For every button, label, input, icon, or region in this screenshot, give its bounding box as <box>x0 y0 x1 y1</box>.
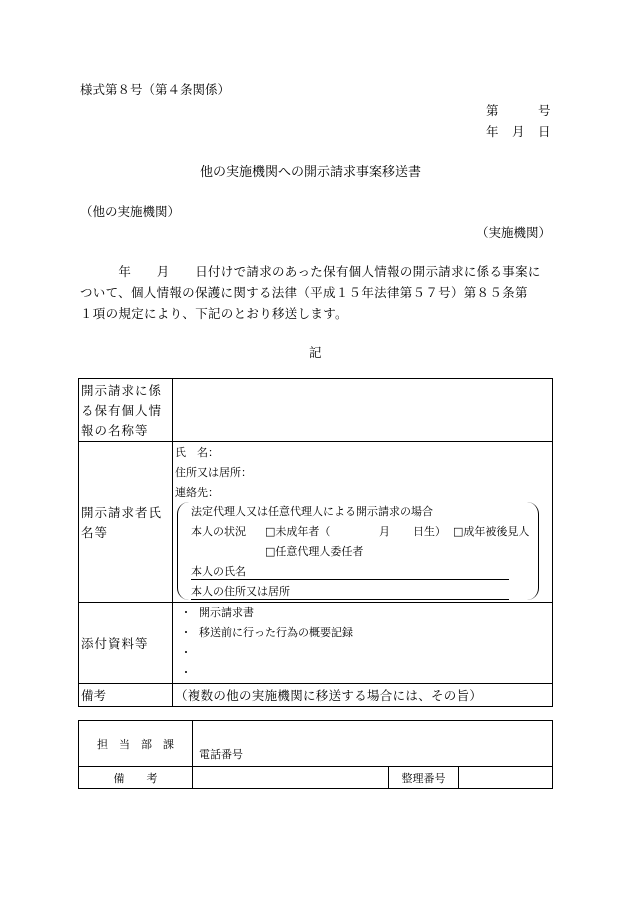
ki-heading: 記 <box>309 345 322 360</box>
attachment-item <box>173 643 552 663</box>
body-line: ついて、個人情報の保護に関する法律（平成１５年法律第５７号）第８５条第 <box>80 285 528 300</box>
birth-day: 日生） <box>413 525 446 538</box>
table-row <box>79 442 553 603</box>
label-line: 報の名称等 <box>81 423 149 438</box>
dept-label: 担 当 部 課 <box>79 721 193 767</box>
ref-no-value[interactable] <box>459 767 553 789</box>
sender: （実施機関） <box>476 225 552 240</box>
person-name-underline <box>191 579 509 580</box>
remarks-text: （複数の他の実施機関に移送する場合には、その旨） <box>175 688 483 703</box>
adult-guardian-checkbox[interactable]: □成年被後見人 <box>453 525 530 538</box>
table-row <box>79 767 553 789</box>
recipient: （他の実施機関） <box>80 204 181 219</box>
form-number: 様式第８号（第４条関係） <box>80 82 231 97</box>
table-row <box>79 684 553 707</box>
requester-label <box>79 442 173 603</box>
body-text <box>80 261 552 324</box>
attachment-item <box>173 623 552 643</box>
person-address-underline <box>191 599 509 600</box>
remarks-label <box>79 684 173 707</box>
attachment-item <box>173 603 552 623</box>
label-line: 開示請求に係 <box>81 383 163 398</box>
attachments-label-text: 添付資料等 <box>81 636 149 651</box>
request-table <box>78 378 553 707</box>
attachment-text: 開示請求書 <box>199 606 254 619</box>
info-name-value[interactable] <box>173 379 553 442</box>
person-name-label: 本人の氏名 <box>191 565 246 578</box>
label-line: 名等 <box>81 525 109 540</box>
bullet: ・ <box>180 606 192 619</box>
attachments-value[interactable] <box>173 603 553 684</box>
bullet: ・ <box>180 626 192 639</box>
phone-label: 電話番号 <box>199 748 243 761</box>
birth-month: 月 <box>379 525 390 538</box>
date-year: 年 <box>486 124 499 139</box>
table-row <box>79 379 553 442</box>
requester-name: 氏 名： <box>175 446 219 459</box>
requester-address: 住所又は居所： <box>175 466 252 479</box>
attachment-text: 移送前に行った行為の概要記録 <box>199 626 353 639</box>
bullet: ・ <box>180 666 192 679</box>
body-line: 年 月 日付けで請求のあった保有個人情報の開示請求に係る事案に <box>80 264 541 279</box>
body-line: １項の規定により、下記のとおり移送します。 <box>80 306 348 321</box>
bullet: ・ <box>180 646 192 659</box>
date-month: 月 <box>512 124 525 139</box>
remarks-value[interactable] <box>173 684 553 707</box>
label-line: 開示請求者氏 <box>81 505 163 520</box>
attachment-item <box>173 663 552 683</box>
requester-contact: 連絡先： <box>175 486 219 499</box>
status-label: 本人の状況 <box>191 525 246 538</box>
info-name-label <box>79 379 173 442</box>
office-table <box>78 720 553 789</box>
doc-number-prefix: 第 <box>486 103 499 118</box>
table-row <box>79 603 553 684</box>
document-title: 他の実施機関への開示請求事案移送書 <box>200 165 422 180</box>
table-row <box>79 721 553 767</box>
attachments-label <box>79 603 173 684</box>
requester-value[interactable] <box>173 442 553 603</box>
delegate-checkbox[interactable]: □任意代理人委任者 <box>265 545 364 558</box>
doc-number-suffix: 号 <box>538 103 551 118</box>
phone-cell[interactable] <box>193 721 553 767</box>
ref-no-label: 整理番号 <box>389 767 459 789</box>
remarks-label-text: 備考 <box>81 688 107 703</box>
label-line: る保有個人情 <box>81 403 163 418</box>
person-address-label: 本人の住所又は居所 <box>191 585 290 598</box>
remarks-bottom-label: 備 考 <box>79 767 193 789</box>
date-day: 日 <box>538 124 551 139</box>
minor-checkbox[interactable]: □未成年者（ <box>265 525 331 538</box>
remarks-bottom-value[interactable] <box>193 767 389 789</box>
agent-heading: 法定代理人又は任意代理人による開示請求の場合 <box>191 505 433 518</box>
